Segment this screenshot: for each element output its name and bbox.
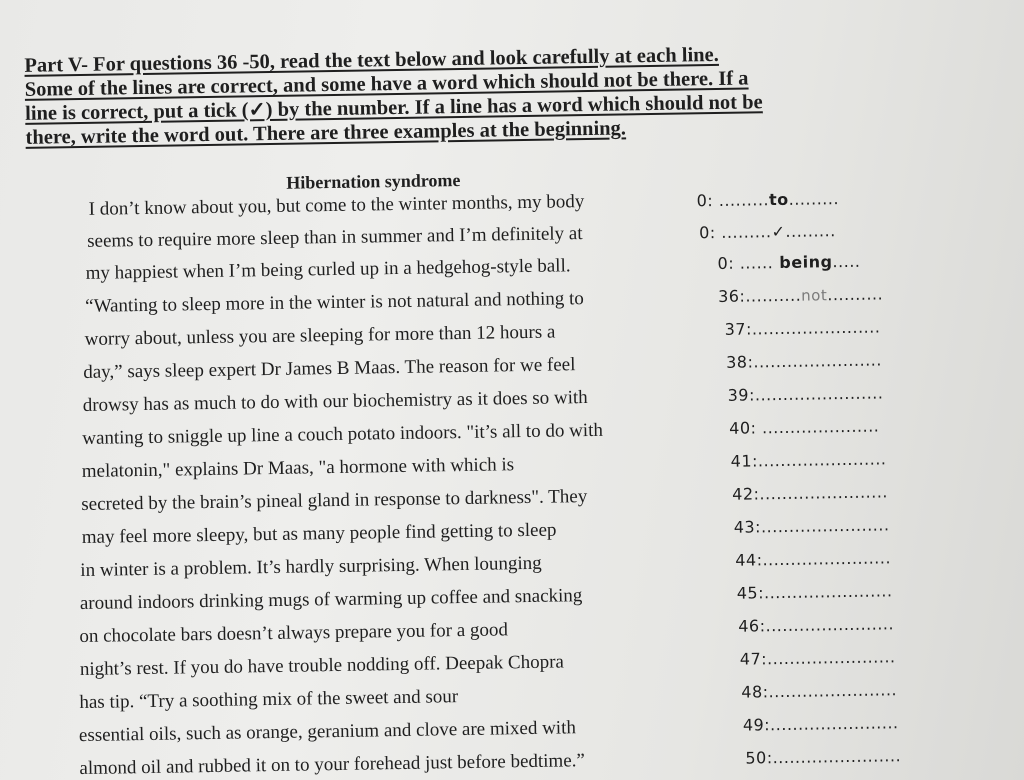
answer-number: 37:: [724, 319, 753, 339]
passage-line: secreted by the brain’s pineal gland in response to darkness". They: [81, 486, 588, 515]
answer-blank: .......................: [754, 383, 884, 405]
passage-line: drowsy has as much to do with our biochemistry as it does so with: [82, 387, 588, 416]
passage-line: on chocolate bars doesn’t always prepare you for a good: [79, 619, 509, 648]
answer-row: [696, 189, 839, 210]
answer-number: 45:: [736, 583, 765, 603]
answer-dots: ......: [734, 253, 774, 273]
answer-row-50[interactable]: [745, 746, 901, 767]
instruction-line: Some of the lines are correct, and some have a word which should not be there. If a: [24, 67, 749, 101]
passage-line: has tip. “Try a soothing mix of the sweet and sour: [79, 686, 459, 714]
answer-number: 43:: [733, 517, 762, 537]
answer-row-46[interactable]: [738, 614, 894, 635]
answer-row-44[interactable]: [735, 548, 891, 569]
passage-line: night’s rest. If you do have trouble nodding off. Deepak Chopra: [79, 651, 565, 681]
answer-blank: .....................: [756, 416, 880, 438]
answer-blank: .......................: [759, 482, 889, 504]
instruction-line: there, write the word out. There are three examples at the beginning.: [25, 117, 627, 149]
answer-blank: .......................: [763, 581, 893, 603]
answer-number: 40:: [729, 418, 757, 438]
answer-value: being: [773, 252, 833, 273]
answer-blank: .......................: [762, 548, 892, 570]
answer-value: to: [768, 189, 789, 210]
answer-row-48[interactable]: [741, 680, 897, 701]
passage-line: “Wanting to sleep more in the winter is not natural and nothing to: [85, 288, 585, 317]
passage-line: may feel more sleepy, but as many people find getting to sleep: [81, 519, 557, 548]
answer-blank: .......................: [751, 317, 881, 339]
answer-dots: .........: [785, 221, 836, 241]
answer-row: [699, 221, 836, 242]
worksheet: [14, 24, 1024, 780]
answer-number: 36:: [717, 286, 746, 306]
passage-title: Hibernation syndrome: [286, 170, 461, 193]
answer-number: 38:: [726, 352, 754, 372]
passage-line: essential oils, such as orange, geranium and clove are mixed with: [78, 717, 577, 747]
answer-dots: .........: [713, 190, 770, 211]
answer-blank: .......................: [772, 746, 902, 768]
answer-number: 48:: [741, 682, 769, 702]
answer-blank: .......................: [757, 449, 887, 471]
passage-line: day,” says sleep expert Dr James B Maas. The reason for we feel: [83, 354, 576, 383]
instruction-line: Part V- For questions 36 -50, read the text below and look carefully at each line.: [24, 43, 719, 77]
answer-number: 50:: [745, 748, 773, 768]
passage-line: wanting to sniggle up line a couch potato indoors. "it’s all to do with: [82, 419, 604, 449]
passage-line: in winter is a problem. It’s hardly surprising. When lounging: [80, 552, 542, 582]
answer-dots: .........: [788, 189, 840, 209]
answer-row-41[interactable]: [731, 449, 887, 470]
answer-number: 42:: [732, 484, 760, 504]
answer-number: 0:: [698, 223, 716, 243]
answer-row-40[interactable]: [729, 416, 879, 437]
passage-line: seems to require more sleep than in summer and I’m definitely at: [87, 223, 583, 252]
passage-line: worry about, unless you are sleeping for more than 12 hours a: [84, 321, 556, 350]
passage-line: melatonin," explains Dr Maas, "a hormone with which is: [81, 454, 515, 482]
answer-number: 0:: [696, 191, 714, 211]
answer-blank: .......................: [769, 713, 899, 735]
answer-dots: .........: [715, 222, 772, 243]
answer-blank: .......................: [753, 350, 883, 372]
answer-row-42[interactable]: [732, 482, 888, 503]
answer-row: [717, 252, 860, 273]
answer-number: 39:: [727, 385, 756, 405]
answer-row-43[interactable]: [734, 515, 890, 536]
answer-blank: .......................: [766, 647, 896, 669]
answer-blank: .......................: [768, 680, 898, 702]
handwritten-answer: not: [801, 286, 828, 305]
answer-row-39[interactable]: [728, 383, 884, 404]
answer-row-36[interactable]: [718, 284, 883, 306]
answer-number: 47:: [739, 649, 768, 669]
passage-line: my happiest when I’m being curled up in a hedgehog-style ball.: [85, 255, 571, 284]
answer-dots: ..........: [745, 285, 802, 306]
answer-row-37[interactable]: [724, 317, 880, 338]
answer-number: 41:: [730, 451, 759, 471]
instruction-line: line is correct, put a tick (✓) by the number. If a line has a word which should not be: [24, 91, 763, 125]
answer-dots: .....: [832, 251, 861, 272]
answer-number: 49:: [742, 715, 771, 735]
answer-blank: .......................: [760, 515, 890, 537]
answer-number: 44:: [735, 550, 763, 570]
instructions: [24, 39, 955, 150]
answer-row-47[interactable]: [740, 647, 896, 668]
passage-line: around indoors drinking mugs of warming up coffee and snacking: [79, 585, 583, 615]
answer-row-45[interactable]: [737, 581, 893, 602]
answer-dots: ..........: [827, 284, 884, 305]
answer-row-49[interactable]: [743, 713, 899, 734]
passage-line: I don’t know about you, but come to the winter months, my body: [88, 191, 585, 220]
answer-number: 0:: [717, 253, 735, 273]
answer-number: 46:: [738, 616, 766, 636]
answer-blank: .......................: [765, 614, 895, 636]
passage-line: almond oil and rubbed it on to your forehead just before bedtime.”: [79, 750, 586, 780]
answer-row-38[interactable]: [726, 350, 882, 371]
tick-mark: ✓: [771, 221, 786, 242]
